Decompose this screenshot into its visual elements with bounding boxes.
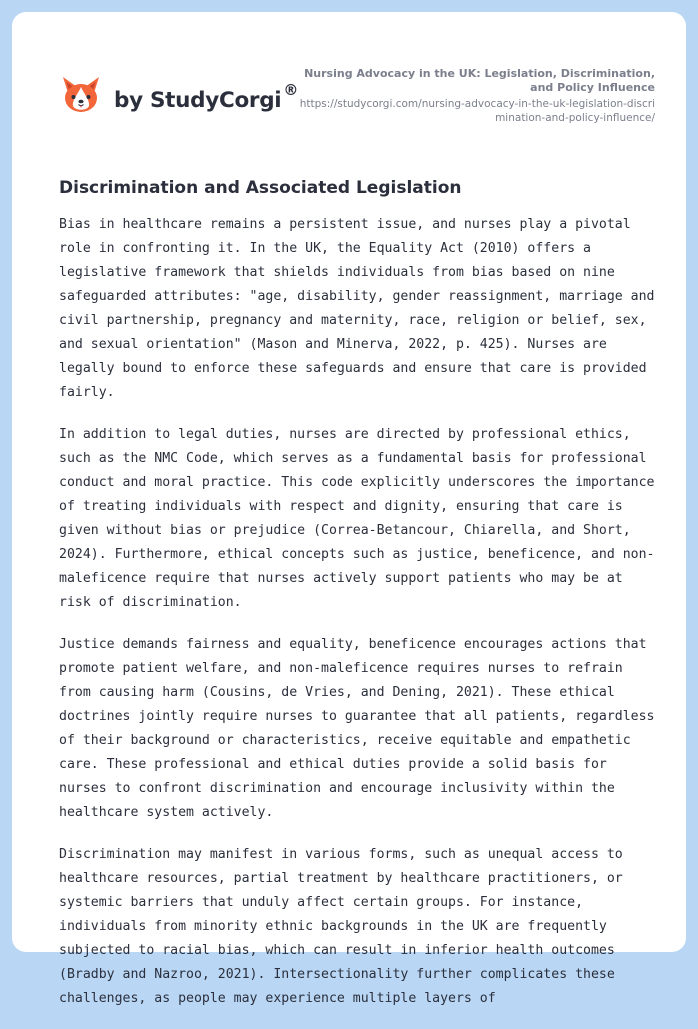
- brand-name: by StudyCorgi ®: [114, 80, 299, 114]
- registered-mark: ®: [283, 80, 299, 99]
- document-url[interactable]: https://studycorgi.com/nursing-advocacy-in-the-uk-legislation-discrimination-and-policy-influence/: [299, 98, 655, 124]
- paragraph: Bias in healthcare remains a persistent issue, and nurses play a pivotal role in confronting it. In the UK, the Equality Act (2010) offers a legislative framework that shields individuals from bias based on nine safeguarded attributes: "age, disability, gender reassignment, marriage and civil partnership, pregnancy and maternity, race, religion or belief, sex, and sexual orientation" (Mason and Minerva, 2022, p. 425). Nurses are legally bound to enforce these safeguards and ensure that care is provided fairly.: [59, 217, 655, 400]
- paragraph: Justice demands fairness and equality, beneficence encourages actions that promote patient welfare, and non-maleficence requires nurses to refrain from causing harm (Cousins, de Vries, and Dening, 2021). These ethical doctrines jointly require nurses to guarantee that all patients, regardless of their background or characteristics, receive equitable and empathetic care. These professional and ethical duties provide a solid basis for nurses to confront discrimination and encourage inclusivity within the healthcare system actively.: [59, 637, 655, 820]
- document-meta: [295, 67, 655, 125]
- paragraph: Discrimination may manifest in various forms, such as unequal access to healthcare resources, partial treatment by healthcare practitioners, or systemic barriers that unduly affect certain groups. For instance, individuals from minority ethnic backgrounds in the UK are frequently subjected to racial bias, which can result in inferior health outcomes (Bradby and Nazroo, 2021). Intersectionality further complicates these challenges, as people may experience multiple layers of: [59, 847, 623, 1006]
- corgi-logo-icon: [60, 74, 102, 116]
- section-heading: Discrimination and Associated Legislation: [59, 178, 462, 198]
- document-page: [12, 12, 686, 1006]
- section-body: [59, 213, 659, 1029]
- paragraph: In addition to legal duties, nurses are directed by professional ethics, such as the NMC Code, which serves as a fundamental basis for professional conduct and moral practice. This code explicitly underscores the importance of treating individuals with respect and dignity, ensuring that care is given without bias or prejudice (Correa-Betancour, Chiarella, and Short, 2024). Furthermore, ethical concepts such as justice, beneficence, and non-maleficence require that nurses actively support patients who may be at risk of discrimination.: [59, 427, 655, 610]
- document-title: Nursing Advocacy in the UK: Legislation, Discrimination, and Policy Influence: [304, 67, 655, 94]
- studycorgi-logo[interactable]: [60, 74, 298, 116]
